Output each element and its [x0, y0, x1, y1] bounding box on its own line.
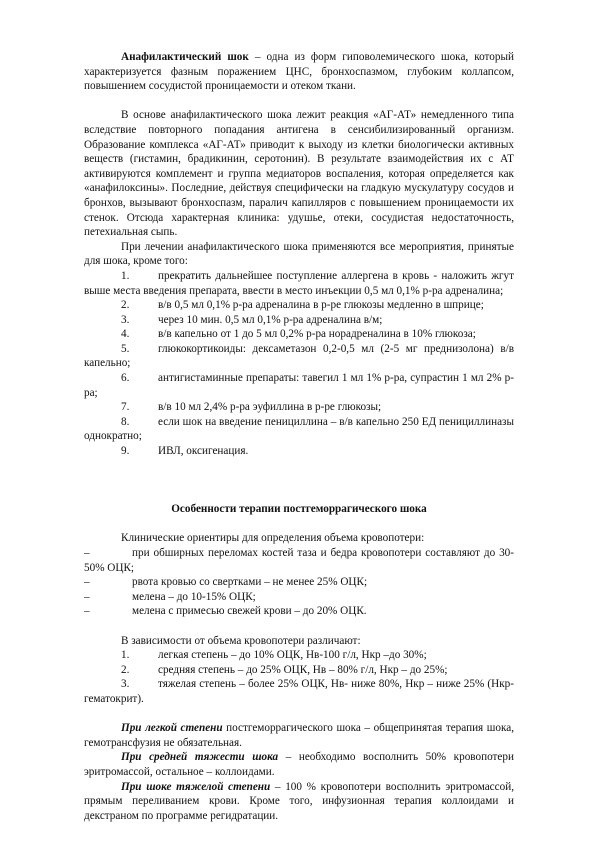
section-heading: Особенности терапии постгеморрагического шока	[171, 503, 427, 516]
list-item: – мелена – до 10-15% ОЦК;	[84, 590, 256, 603]
list-item: 7. в/в 10 мл 2,4% р-ра эуфиллина в р-ре глюкозы;	[121, 401, 382, 414]
paragraph-moderate-therapy: При средней тяжести шока – необходимо восполнить 50% кровопотери эритромассой, остальное – коллоидами.	[84, 751, 514, 778]
list-item: 2. средняя степень – до 25% ОЦК, Нв – 80% г/л, Нкр – до 25%;	[121, 663, 448, 676]
paragraph-treatment-intro: При лечении анафилактического шока применяются все мероприятия, принятые для шока, кроме того:	[84, 240, 514, 268]
paragraph-severe-therapy: При шоке тяжелой степени – 100 % кровопотери восполнить эритромассой, прямым переливанием крови. Кроме того, инфузионная терапия коллоидами и декстраном по программе регидратации.	[84, 780, 514, 822]
paragraph-blood-loss-intro: Клинические ориентиры для определения объема кровопотери:	[121, 532, 425, 545]
list-item: – рвота кровью со свертками – не менее 25% ОЦК;	[84, 576, 368, 589]
paragraph-mild-therapy: При легкой степени постгеморрагического шока – общепринятая терапия шока, гемотрансфузия не обязательная.	[84, 722, 514, 749]
list-item: 5. глюкокортикоиды: дексаметазон 0,2-0,5 мл (2-5 мг преднизолона) в/в капельно;	[84, 342, 514, 370]
term-anaphylactic-shock: Анафилактический шок	[121, 51, 249, 63]
blood-loss-list	[84, 546, 514, 619]
list-item: 2. в/в 0,5 мл 0,1% р-ра адреналина в р-ре глюкозы медленно в шприце;	[121, 299, 484, 312]
treatment-list	[84, 269, 514, 459]
list-item: 6. антигистаминные препараты: тавегил 1 мл 1% р-ра, супрастин 1 мл 2% р-ра;	[84, 372, 514, 399]
list-item: – мелена с примесью свежей крови – до 20% ОЦК.	[84, 605, 367, 618]
list-item: 3. тяжелая степень – более 25% ОЦК, Нв- ниже 80%, Нкр – ниже 25% (Нкр-гематокрит).	[84, 678, 514, 705]
paragraph-mechanism: В основе анафилактического шока лежит реакция «АГ-АТ» немедленного типа вследствие повторного попадания антигена в сенсибилизированный организм. Образование комплекса «АГ-АТ» приводит к выходу из клетки биологически активных веществ (гистамин, брадикинин, серотонин). В результате взаимодействия их с АТ активируются комплемент и группа медиаторов воспаления, которая определяется как «анафилоксины». Последние, действуя специфически на гладкую мускулатуру сосудов и бронхов, вызывают бронхоспазм, паралич капилляров с повышением проницаемости их стенок. Отсюда характерная клиника: удушье, отеки, сосудистая недостаточность, петехиальная сыпь.	[84, 109, 514, 239]
list-item: – при обширных переломах костей таза и бедра кровопотери составляют до 30-50% ОЦК;	[84, 547, 514, 574]
document-page	[84, 50, 514, 823]
list-item: 8. если шок на введение пенициллина – в/в капельно 250 ЕД пенициллиназы однократно;	[84, 415, 514, 443]
list-item: 9. ИВЛ, оксигенация.	[121, 445, 249, 458]
list-item: 1. прекратить дальнейшее поступление аллергена в кровь - наложить жгут выше места введения препарата, ввести в место инъекции 0,5 мл 0,1% р-ра адреналина;	[84, 269, 514, 297]
list-item: 1. легкая степень – до 10% ОЦК, Нв-100 г/л, Нкр –до 30%;	[121, 649, 427, 662]
paragraph-degrees-intro: В зависимости от объема кровопотери различают:	[121, 634, 361, 647]
paragraph-anaphylactic-definition: Анафилактический шок – одна из форм гиповолемического шока, который характеризуется фазным поражением ЦНС, бронхоспазмом, глубоким коллапсом, повышением сосудистой проницаемости и отеком ткани.	[84, 51, 514, 93]
list-item: 3. через 10 мин. 0,5 мл 0,1% р-ра адреналина в/м;	[121, 313, 383, 326]
degrees-list	[84, 648, 514, 706]
list-item: 4. в/в капельно от 1 до 5 мл 0,2% р-ра норадреналина в 10% глюкоза;	[121, 328, 476, 341]
